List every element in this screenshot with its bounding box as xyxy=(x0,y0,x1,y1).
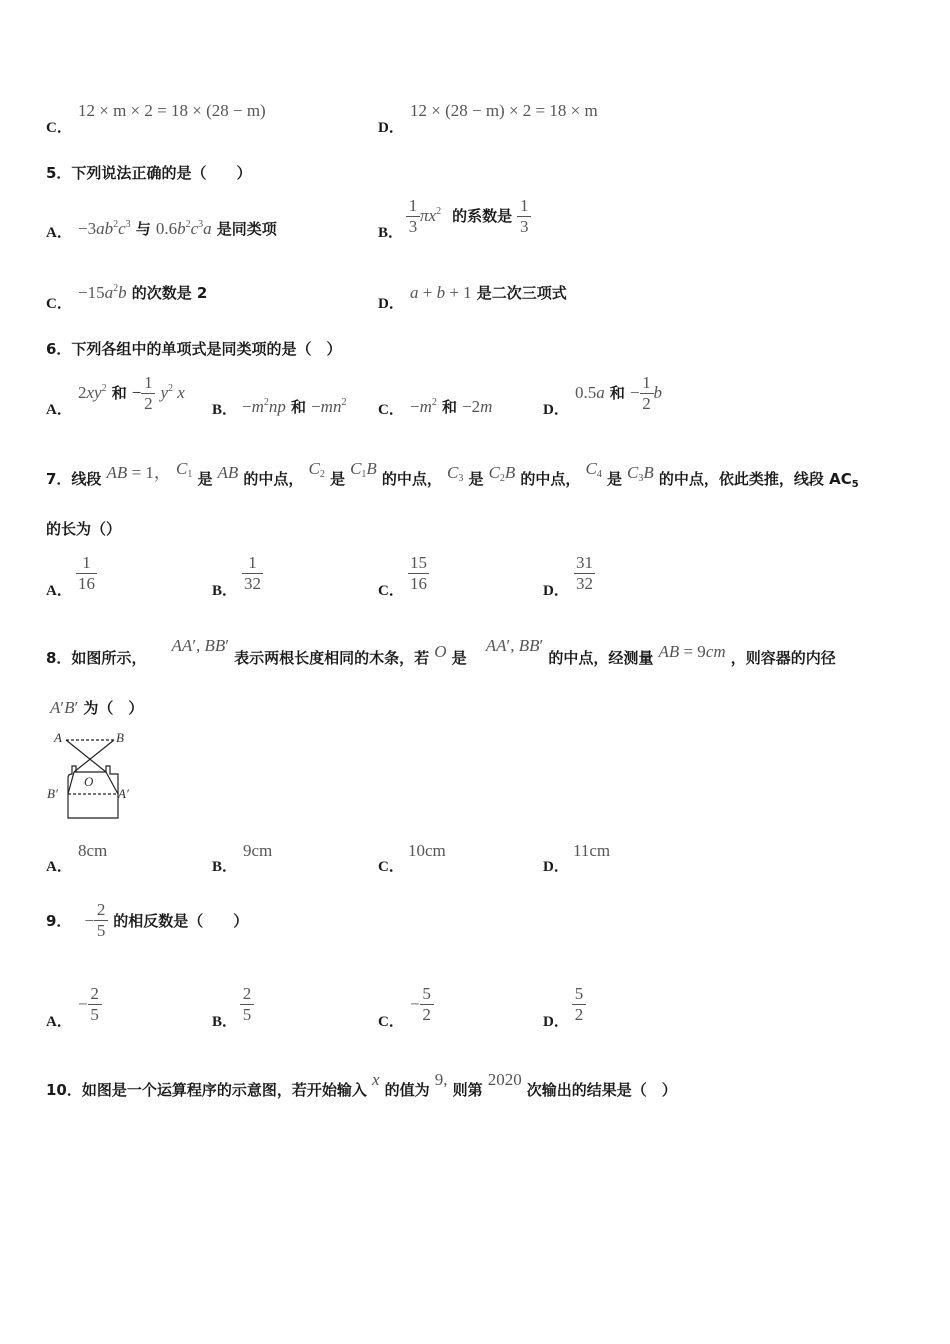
q8-stem2: 表示两根长度相同的木条，若 xyxy=(234,649,430,667)
q9-option-a-label: A． xyxy=(46,1014,72,1030)
q7-mid-2: 的中点， xyxy=(381,470,442,488)
q10-stem1: 10．如图是一个运算程序的示意图，若开始输入 xyxy=(46,1081,367,1099)
q10-iteration: 2020 xyxy=(487,1070,522,1089)
q6-a-and: 和 xyxy=(111,384,127,402)
q6-b-and: 和 xyxy=(290,398,306,416)
q4-option-c-expr: 12 × m × 2 = 18 × (28 − m) xyxy=(78,101,266,120)
q5-d-text: 是二次三项式 xyxy=(476,284,567,302)
q8-line2-text: 为（ ） xyxy=(83,699,144,717)
q9-option-d: $\frac{5}{2}$ xyxy=(572,984,586,1025)
q5-stem: 5．下列说法正确的是（ ） xyxy=(46,164,252,182)
q8-fig-label-b-prime: B′ xyxy=(47,786,58,801)
q7-num: 7．线段 xyxy=(46,470,102,488)
q5-a-text2: 是同类项 xyxy=(216,220,277,238)
q10-stem4: 则第 xyxy=(452,1081,483,1099)
q9-num: 9． xyxy=(46,912,72,930)
q6-option-b-label: B． xyxy=(212,402,238,418)
q5-a-text1: 与 xyxy=(135,220,151,238)
q5-option-a: $-3ab^2c^3$ 与 $0.6b^2c^3a$ 是同类项 xyxy=(78,219,277,238)
q4-option-d-label: D． xyxy=(378,120,404,136)
q8-stem3: 是 xyxy=(451,649,467,667)
q8-option-b: 9cm xyxy=(243,841,273,860)
q7-option-c-label: C． xyxy=(378,583,404,599)
q6-option-b: $-m^2np$ 和 $-mn^2$ xyxy=(242,397,347,416)
q8-fig-label-b: B xyxy=(116,730,124,745)
q7-is-1: 是 xyxy=(197,470,213,488)
q10-stem2: 的值为 xyxy=(384,1081,430,1099)
q5-option-a-label: A． xyxy=(46,225,72,241)
q8-option-a: 8cm xyxy=(78,841,108,860)
q8-option-b-label: B． xyxy=(212,859,238,875)
q6-stem: 6．下列各组中的单项式是同类项的是（ ） xyxy=(46,340,342,358)
q5-option-b: $\frac{1}{3}$ $\pi x^2$ 的系数是 $\frac{1}{3}$ xyxy=(406,196,531,237)
q7-option-a-label: A． xyxy=(46,583,72,599)
q7-line2: 的长为（） xyxy=(46,520,122,538)
q8-option-d: 11cm xyxy=(573,841,611,860)
q5-option-d: a + b + 1 是二次三项式 xyxy=(410,283,567,302)
q8-stem1: 8．如图所示， xyxy=(46,649,147,667)
q8-option-a-label: A． xyxy=(46,859,72,875)
q7-is-2: 是 xyxy=(329,470,345,488)
q7-mid-1: 的中点， xyxy=(243,470,304,488)
q10-stem6: 次输出的结果是（ ） xyxy=(526,1081,677,1099)
q10-stem: 10．如图是一个运算程序的示意图，若开始输入 x 的值为 9, 则第 2020 次输出的结果是（ ） xyxy=(46,1070,677,1099)
q7-option-d-label: D． xyxy=(543,583,569,599)
q9-option-b: $\frac{2}{5}$ xyxy=(240,984,254,1025)
q7-option-b: $\frac{1}{32}$ xyxy=(244,553,261,593)
q5-option-d-label: D． xyxy=(378,296,404,312)
q6-option-a-label: A． xyxy=(46,402,72,418)
q9-option-c-label: C． xyxy=(378,1014,404,1030)
q7-is-4: 是 xyxy=(606,470,622,488)
q7-option-d: $\frac{31}{32}$ xyxy=(576,553,593,593)
q6-option-c-label: C． xyxy=(378,402,404,418)
q8-stem4: 的中点，经测量 xyxy=(548,649,654,667)
q8-option-c-label: C． xyxy=(378,859,404,875)
q8-fig-label-a: A xyxy=(54,730,62,745)
q9-option-d-label: D． xyxy=(543,1014,569,1030)
q8-fig-label-a-prime: A′ xyxy=(118,786,129,801)
q6-option-d: 0.5a 和 − $\frac{1}{2}$ b xyxy=(575,373,663,413)
q8-container-figure xyxy=(44,726,144,824)
q7-is-3: 是 xyxy=(468,470,484,488)
q8-stem: 8．如图所示， AA′, BB′ 表示两根长度相同的木条，若 O 是 AA′, BB′ 的中点，经测量 AB = 9cm ，则容器的内径 xyxy=(46,636,836,667)
q7-stem: 7．线段 AB = 1， $C_1$ 是 AB 的中点， $C_2$ 是 $C_1B$ 的中点， $C_3$ 是 $C_2B$ 的中点， $C_4$ 是 $C_3B$ 的中点，依此类推，线段 $AC_5$ xyxy=(46,459,859,490)
q7-tail-sub: 5 xyxy=(851,479,859,490)
q9-stem: 9． − $\frac{2}{5}$ 的相反数是（ ） xyxy=(46,900,249,940)
q4-option-c-label: C． xyxy=(46,120,72,136)
q4-option-d-expr: 12 × (28 − m) × 2 = 18 × m xyxy=(410,101,598,120)
q9-option-c: − $\frac{5}{2}$ xyxy=(410,984,434,1025)
q5-b-text: 的系数是 xyxy=(452,207,513,225)
q6-option-d-label: D． xyxy=(543,402,569,418)
q5-c-text: 的次数是 2 xyxy=(131,284,208,302)
q6-d-and: 和 xyxy=(609,384,625,402)
q9-option-b-label: B． xyxy=(212,1014,238,1030)
q5-option-b-label: B． xyxy=(378,225,404,241)
q8-line2: A′B′ 为（ ） xyxy=(50,698,144,717)
q7-mid-3: 的中点， xyxy=(520,470,581,488)
q6-option-a: $2xy^2$ 和 − $\frac{1}{2}$ $y^2$ x xyxy=(78,373,185,413)
q9-option-a: − $\frac{2}{5}$ xyxy=(78,984,102,1025)
q10-input-value: 9, xyxy=(434,1070,448,1089)
q7-tail: 的中点，依此类推，线段 AC xyxy=(658,470,852,488)
q8-fig-label-o: O xyxy=(84,774,94,789)
q6-option-c: $-m^2$ 和 −2m xyxy=(410,397,493,416)
q8-option-d-label: D． xyxy=(543,859,569,875)
q8-option-c: 10cm xyxy=(408,841,446,860)
q7-option-b-label: B． xyxy=(212,583,238,599)
q7-option-c: $\frac{15}{16}$ xyxy=(410,553,427,593)
q8-stem5: ，则容器的内径 xyxy=(730,649,836,667)
q7-option-a: $\frac{1}{16}$ xyxy=(78,553,95,593)
q5-option-c: $-15a^2b$ 的次数是 2 xyxy=(78,283,208,302)
q5-option-c-label: C． xyxy=(46,296,72,312)
q6-c-and: 和 xyxy=(441,398,457,416)
q9-stem-text: 的相反数是（ ） xyxy=(113,912,249,930)
